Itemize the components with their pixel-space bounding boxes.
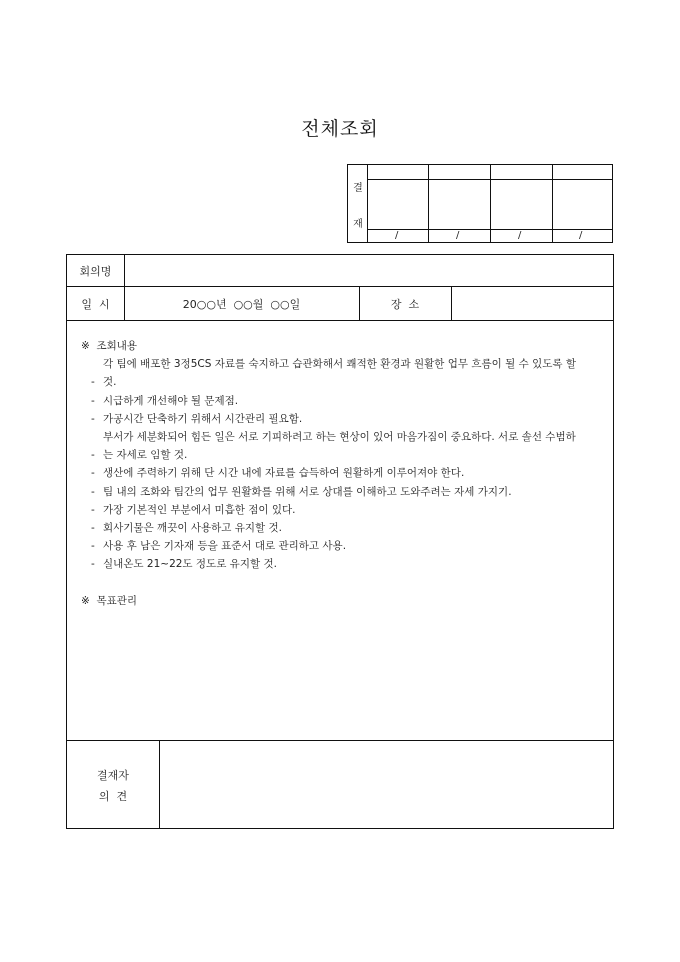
approval-date-3: / <box>518 230 522 241</box>
content-item-7: - 가장 기본적인 부분에서 미흡한 점이 있다. <box>91 503 296 516</box>
content-item-1: -각 팀에 배포한 3정5CS 자료를 숙지하고 습관화해서 쾌적한 환경과 원활한 업무 흐름이 될 수 있도록 할 것. <box>91 358 576 389</box>
content-item-8: - 회사기물은 깨끗이 사용하고 유지할 것. <box>91 522 282 535</box>
col-divider-name <box>124 255 125 286</box>
meeting-date-label: 일 시 <box>81 298 110 311</box>
approver-opinion-field[interactable] <box>160 741 613 828</box>
section-goal-management-title: ※ 목표관리 <box>81 594 138 607</box>
approval-label-bottom: 재 <box>353 219 363 230</box>
approval-column-2[interactable] <box>429 165 491 242</box>
content-item-10: - 실내온도 21~22도 정도로 유지할 것. <box>91 558 277 571</box>
approver-opinion-label-1: 결재자 <box>97 769 129 782</box>
content-item-4: -부서가 세분화되어 힘든 일은 서로 기피하려고 하는 현상이 있어 마음가짐이 중요하다. 서로 솔선 수범하는 자세로 임할 것. <box>91 431 576 462</box>
approval-box <box>347 164 613 243</box>
approval-column-1[interactable] <box>368 165 429 242</box>
approval-label-top: 결 <box>353 183 363 194</box>
row-divider-2 <box>67 320 613 321</box>
meeting-name-label: 회의명 <box>79 265 112 278</box>
content-item-9: - 사용 후 남은 기자재 등을 표준서 대로 관리하고 사용. <box>91 540 347 553</box>
approval-date-4: / <box>579 230 583 241</box>
content-item-2: - 시급하게 개선해야 될 문제점. <box>91 394 239 407</box>
meeting-content[interactable] <box>81 337 601 610</box>
content-item-5: - 생산에 주력하기 위해 단 시간 내에 자료를 습득하여 원활하게 이루어져야 한다. <box>91 467 465 480</box>
approval-date-2: / <box>456 230 460 241</box>
section-meeting-content-title: ※ 조회내용 <box>81 340 138 352</box>
approver-opinion-label-2: 의 견 <box>98 790 128 803</box>
meeting-form <box>66 254 614 829</box>
meeting-date-value[interactable]: 20○○년 ○○월 ○○일 <box>182 298 301 311</box>
col-divider-place-value <box>451 286 452 320</box>
approval-date-line <box>368 229 612 230</box>
document-title: 전체조회 <box>301 118 379 140</box>
row-divider-1 <box>67 286 613 287</box>
content-item-3: - 가공시간 단축하기 위해서 시간관리 필요함. <box>91 412 303 425</box>
meeting-place-label: 장 소 <box>390 298 420 311</box>
approval-date-1: / <box>395 230 399 241</box>
approval-header-line <box>368 179 612 180</box>
approval-label <box>348 165 368 242</box>
approval-column-3[interactable] <box>491 165 553 242</box>
content-item-6: - 팀 내의 조화와 팀간의 업무 원활화를 위해 서로 상대를 이해하고 도와주려는 자세 가지기. <box>91 485 512 498</box>
